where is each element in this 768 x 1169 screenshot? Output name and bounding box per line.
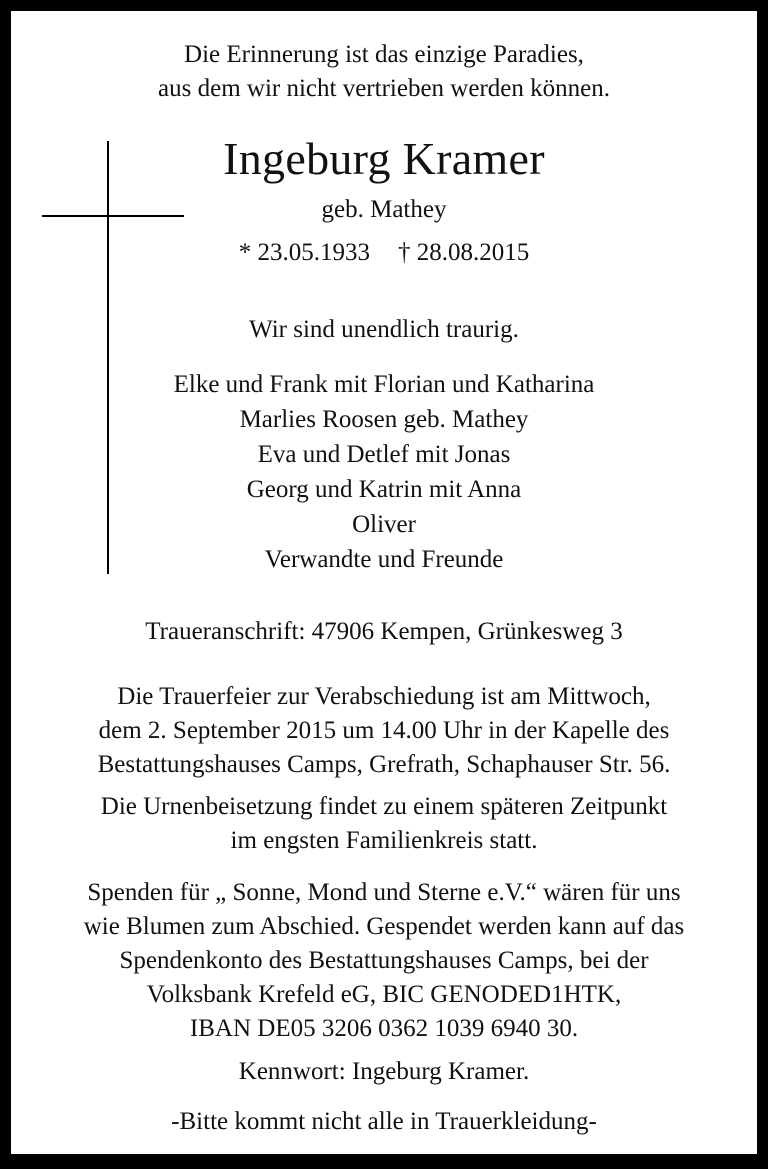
ceremony-line: dem 2. September 2015 um 14.00 Uhr in der Kapelle des: [98, 717, 670, 744]
mourning-address: Traueranschrift: 47906 Kempen, Grünkesweg 3: [145, 618, 623, 645]
closing-note: -Bitte kommt nicht alle in Trauerkleidung-: [171, 1108, 597, 1135]
birth-name: geb. Mathey: [321, 196, 447, 223]
ceremony-info: [0, 680, 768, 782]
urn-burial-info: [0, 790, 768, 858]
donation-line: Spenden für „ Sonne, Mond und Sterne e.V.“ wären für uns: [87, 879, 681, 906]
motto: [0, 38, 768, 106]
mourner: Marlies Roosen geb. Mathey: [239, 406, 529, 433]
ceremony-line: Die Trauerfeier zur Verabschiedung ist am Mittwoch,: [117, 683, 651, 710]
mourner: Georg und Katrin mit Anna: [246, 476, 522, 503]
urn-line: Die Urnenbeisetzung findet zu einem späteren Zeitpunkt: [100, 793, 668, 820]
donation-info: [0, 876, 768, 1046]
deceased-name: Ingeburg Kramer: [223, 133, 545, 184]
donation-line: Volksbank Krefeld eG, BIC GENODED1HTK,: [146, 981, 622, 1008]
death-date: † 28.08.2015: [398, 239, 530, 266]
mourner: Oliver: [352, 511, 416, 538]
mourner: Elke und Frank mit Florian und Katharina: [173, 371, 595, 398]
urn-line: im engsten Familienkreis statt.: [230, 827, 538, 854]
mourner: Eva und Detlef mit Jonas: [257, 441, 511, 468]
donation-line: IBAN DE05 3206 0362 1039 6940 30.: [189, 1015, 579, 1042]
mourners-list: [0, 367, 768, 577]
motto-line: Die Erinnerung ist das einzige Paradies,: [184, 41, 584, 68]
mourner: Verwandte und Freunde: [264, 546, 504, 573]
ceremony-line: Bestattungshauses Camps, Grefrath, Schaphauser Str. 56.: [97, 751, 671, 778]
life-dates: [0, 236, 768, 270]
donation-line: Spendenkonto des Bestattungshauses Camps, bei der: [119, 947, 649, 974]
grief-statement: Wir sind unendlich traurig.: [249, 316, 519, 343]
motto-line: aus dem wir nicht vertrieben werden können.: [158, 75, 610, 102]
donation-line: wie Blumen zum Abschied. Gespendet werden kann auf das: [83, 913, 685, 940]
keyword: Kennwort: Ingeburg Kramer.: [238, 1058, 530, 1085]
birth-date: * 23.05.1933: [238, 239, 370, 266]
